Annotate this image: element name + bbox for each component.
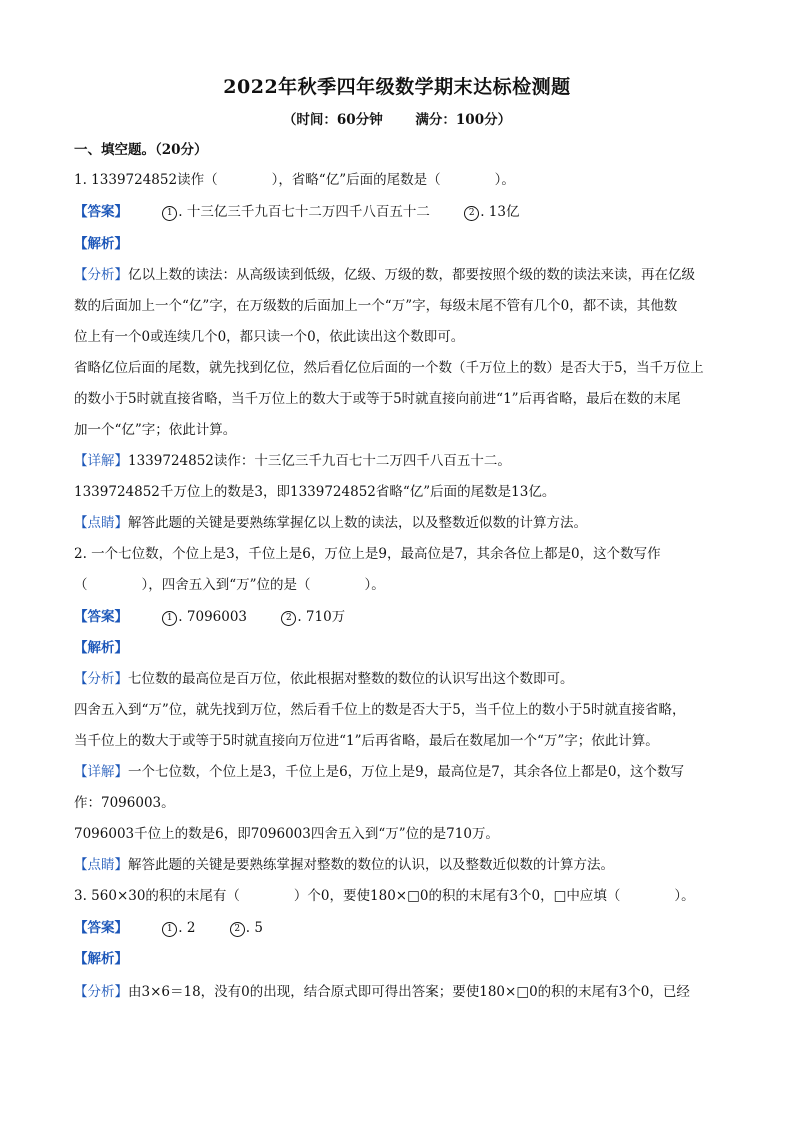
- detail-tag: 【详解】: [74, 453, 128, 469]
- question-1-stem: 1. 1339724852读作（ ），省略“亿”后面的尾数是（ ）。: [74, 172, 515, 188]
- analysis-line: 当千位上的数大于或等于5时就直接向万位进“1”后再省略，最后在数尾加一个“万”字；依此计算。: [74, 733, 659, 749]
- detail-line: 作：7096003。: [74, 795, 175, 811]
- analysis-line: 加一个“亿”字；依此计算。: [74, 422, 237, 438]
- answer-tag: 【答案】: [74, 609, 128, 625]
- answer-item: 1 . 十三亿三千九百七十二万四千八百五十二: [162, 202, 430, 222]
- circled-number: 1: [162, 611, 177, 626]
- analysis-tag: 【解析】: [74, 236, 128, 252]
- detail-line: 1339724852千万位上的数是3，即1339724852省略“亿”后面的尾数是13亿。: [74, 484, 556, 500]
- circled-number: 1: [162, 206, 177, 221]
- answer-item: 2 . 13亿: [464, 202, 519, 222]
- fenxi-tag: 【分析】: [74, 671, 128, 687]
- question-2-stem: （ ），四舍五入到“万”位的是（ ）。: [74, 577, 385, 593]
- dianjing-line: 【点睛】解答此题的关键是要熟练掌握亿以上数的读法，以及整数近似数的计算方法。: [74, 515, 587, 531]
- analysis-line: 【分析】亿以上数的读法：从高级读到低级，亿级、万级的数，都要按照个级的数的读法来读，再在亿级: [74, 267, 695, 283]
- page-title: 2022年秋季四年级数学期末达标检测题: [223, 76, 571, 98]
- fenxi-tag: 【分析】: [74, 267, 128, 283]
- analysis-tag: 【解析】: [74, 640, 128, 656]
- exam-time: （时间：60分钟: [282, 112, 383, 128]
- circled-number: 1: [162, 922, 177, 937]
- question-3-stem: 3. 560×30的积的末尾有（ ）个0，要使180×□0的积的末尾有3个0，□中应填（ ）。: [74, 888, 695, 904]
- detail-tag: 【详解】: [74, 764, 128, 780]
- circled-number: 2: [464, 206, 479, 221]
- question-2-answer: [74, 607, 734, 627]
- detail-line: 【详解】1339724852读作：十三亿三千九百七十二万四千八百五十二。: [74, 453, 511, 469]
- question-1-answer: [74, 202, 734, 222]
- answer-tag: 【答案】: [74, 920, 128, 936]
- analysis-line: 省略亿位后面的尾数，就先找到亿位，然后看亿位后面的一个数（千万位上的数）是否大于5，当千万位上: [74, 360, 704, 376]
- circled-number: 2: [230, 922, 245, 937]
- answer-item: 2 . 710万: [281, 607, 345, 627]
- dianjing-tag: 【点睛】: [74, 857, 128, 873]
- analysis-line: 位上有一个0或连续几个0，都只读一个0，依此读出这个数即可。: [74, 329, 465, 345]
- analysis-line: 数的后面加上一个“亿”字，在万级数的后面加上一个“万”字，每级末尾不管有几个0，都不读，其他数: [74, 298, 678, 314]
- exam-score: 满分：100分）: [415, 112, 512, 128]
- dianjing-line: 【点睛】解答此题的关键是要熟练掌握对整数的数位的认识，以及整数近似数的计算方法。: [74, 857, 614, 873]
- exam-info: [0, 108, 794, 128]
- analysis-line: 的数小于5时就直接省略，当千万位上的数大于或等于5时就直接向前进“1”后再省略，最后在数的末尾: [74, 391, 681, 407]
- question-2-stem: 2. 一个七位数，个位上是3，千位上是6，万位上是9，最高位是7，其余各位上都是0，这个数写作: [74, 546, 661, 562]
- analysis-line: 【分析】由3×6＝18，没有0的出现，结合原式即可得出答案；要使180×□0的积的末尾有3个0，已经: [74, 984, 690, 1000]
- analysis-tag: 【解析】: [74, 951, 128, 967]
- answer-item: 2 . 5: [230, 918, 263, 938]
- analysis-line: 【分析】七位数的最高位是百万位，依此根据对整数的数位的认识写出这个数即可。: [74, 671, 574, 687]
- section-heading: 一、填空题。（20分）: [74, 142, 208, 158]
- analysis-line: 四舍五入到“万”位，就先找到万位，然后看千位上的数是否大于5，当千位上的数小于5时就直接省略，: [74, 702, 686, 718]
- detail-line: 7096003千位上的数是6，即7096003四舍五入到“万”位的是710万。: [74, 826, 499, 842]
- answer-item: 1 . 7096003: [162, 607, 247, 627]
- dianjing-tag: 【点睛】: [74, 515, 128, 531]
- detail-line: 【详解】一个七位数，个位上是3，千位上是6，万位上是9，最高位是7，其余各位上都是0，这个数写: [74, 764, 684, 780]
- question-3-answer: [74, 918, 734, 938]
- answer-item: 1 . 2: [162, 918, 195, 938]
- circled-number: 2: [281, 611, 296, 626]
- fenxi-tag: 【分析】: [74, 984, 128, 1000]
- answer-tag: 【答案】: [74, 204, 128, 220]
